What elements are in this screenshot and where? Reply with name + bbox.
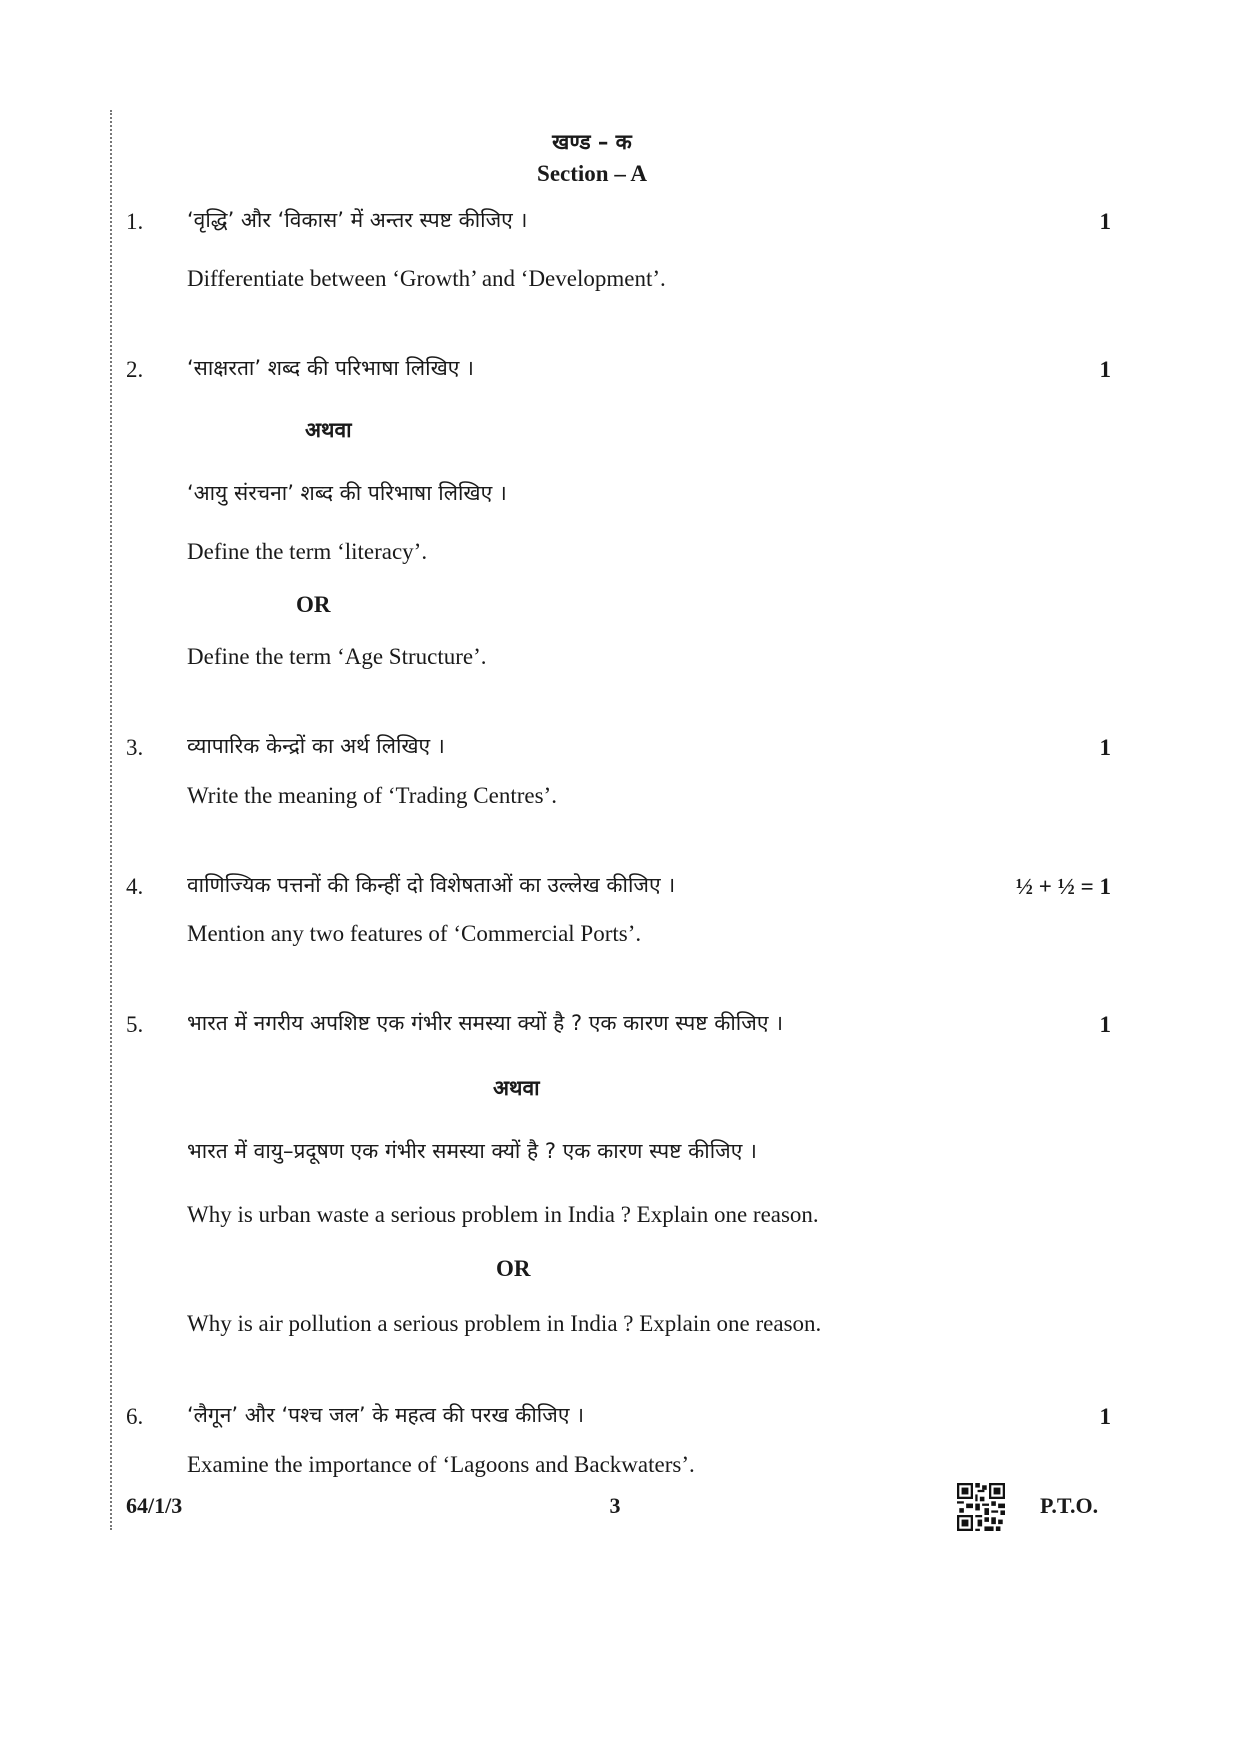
question-number: 6. bbox=[126, 1404, 144, 1429]
question-marks: 1 bbox=[1099, 1404, 1111, 1429]
question-text-hindi: ‘वृद्धि’ और ‘विकास’ में अन्तर स्पष्ट कीजिए । bbox=[187, 208, 528, 232]
or-hindi: अथवा bbox=[305, 418, 352, 442]
or-english: OR bbox=[496, 1256, 531, 1281]
question-text-english: Write the meaning of ‘Trading Centres’. bbox=[187, 783, 557, 808]
question-number: 2. bbox=[126, 357, 144, 382]
question-marks: 1 bbox=[1099, 209, 1111, 234]
question-number: 4. bbox=[126, 874, 144, 899]
question-text-hindi: वाणिज्यिक पत्तनों की किन्हीं दो विशेषताओं का उल्लेख कीजिए । bbox=[187, 873, 676, 897]
question-text-english: Define the term ‘literacy’. bbox=[187, 539, 428, 564]
question-text-hindi: ‘साक्षरता’ शब्द की परिभाषा लिखिए । bbox=[187, 356, 475, 380]
page-number: 3 bbox=[609, 1493, 621, 1518]
pto-label: P.T.O. bbox=[1040, 1493, 1099, 1518]
question-text-english-alt: Define the term ‘Age Structure’. bbox=[187, 644, 487, 669]
question-marks: 1 bbox=[1099, 735, 1111, 760]
question-number: 5. bbox=[126, 1012, 144, 1037]
question-text-english-alt: Why is air pollution a serious problem in India ? Explain one reason. bbox=[187, 1311, 822, 1336]
question-marks: 1 bbox=[1099, 357, 1111, 382]
paper-code: 64/1/3 bbox=[126, 1493, 183, 1518]
cut-line bbox=[110, 110, 112, 1530]
question-number: 3. bbox=[126, 735, 144, 760]
question-text-hindi: ‘लैगून’ और ‘पश्च जल’ के महत्व की परख कीजिए । bbox=[187, 1403, 585, 1427]
question-marks: 1 bbox=[1099, 1012, 1111, 1037]
question-text-english: Why is urban waste a serious problem in India ? Explain one reason. bbox=[187, 1202, 819, 1227]
qr-code-icon bbox=[957, 1483, 1005, 1531]
question-text-hindi: व्यापारिक केन्द्रों का अर्थ लिखिए । bbox=[187, 734, 445, 758]
question-text-english: Differentiate between ‘Growth’ and ‘Development’. bbox=[187, 266, 666, 291]
section-title-hindi: खण्ड – क bbox=[552, 130, 632, 154]
question-marks: ½ + ½ = 1 bbox=[1015, 874, 1111, 899]
or-hindi: अथवा bbox=[493, 1076, 540, 1100]
section-title-english: Section – A bbox=[537, 161, 647, 186]
question-text-hindi: भारत में नगरीय अपशिष्ट एक गंभीर समस्या क्यों है ? एक कारण स्पष्ट कीजिए । bbox=[187, 1011, 784, 1035]
question-text-english: Mention any two features of ‘Commercial Ports’. bbox=[187, 921, 642, 946]
question-text-hindi-alt: ‘आयु संरचना’ शब्द की परिभाषा लिखिए । bbox=[187, 481, 507, 505]
or-english: OR bbox=[296, 592, 331, 617]
question-text-english: Examine the importance of ‘Lagoons and Backwaters’. bbox=[187, 1452, 695, 1477]
question-text-hindi-alt: भारत में वायु–प्रदूषण एक गंभीर समस्या क्यों है ? एक कारण स्पष्ट कीजिए । bbox=[187, 1139, 757, 1163]
question-number: 1. bbox=[126, 209, 144, 234]
